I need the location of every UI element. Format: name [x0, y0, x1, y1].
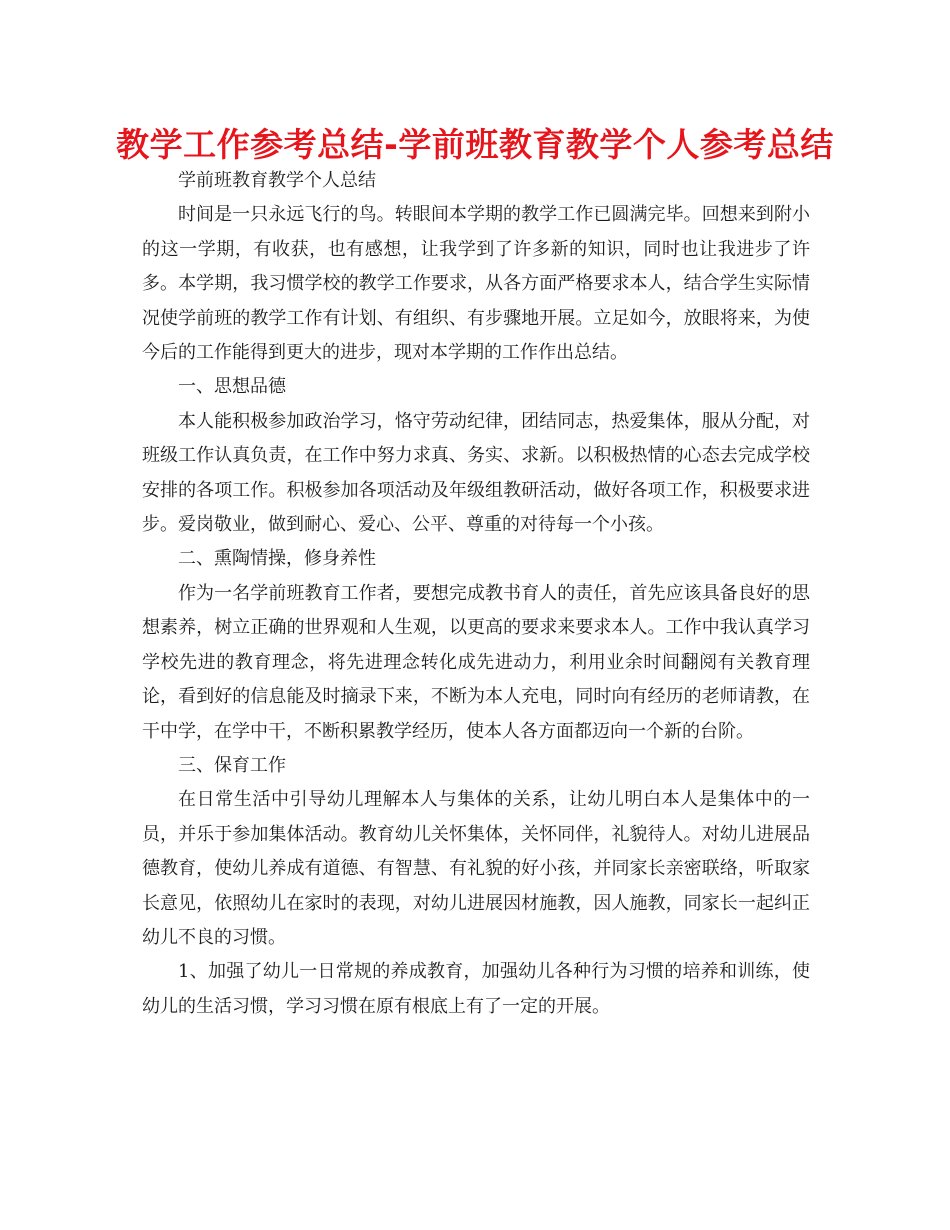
paragraph-subtitle: 学前班教育教学个人总结 — [178, 170, 376, 191]
section-heading-1: 一、思想品德 — [178, 376, 286, 398]
section-heading-2: 二、熏陶情操，修身养性 — [178, 548, 376, 570]
section-heading-3: 三、保育工作 — [178, 754, 286, 776]
paragraph-section-1: 本人能积极参加政治学习，恪守劳动纪律，团结同志，热爱集体，服从分配，对班级工作认真负责，在工作中努力求真、务实、求新。以积极热情的心态去完成学校安排的各项工作。积极参加各项活动及年级组教研活动，做好各项工作，积极要求进步。爱岗敬业，做到耐心、爱心、公平、尊重的对待每一个小孩。 — [142, 410, 810, 536]
paragraph-section-2: 作为一名学前班教育工作者，要想完成教书育人的责任，首先应该具备良好的思想素养，树立正确的世界观和人生观，以更高的要求来要求本人。工作中我认真学习学校先进的教育理念，将先进理念转化成先进动力，利用业余时间翻阅有关教育理论，看到好的信息能及时摘录下来，不断为本人充电，同时向有经历的老师请教，在干中学，在学中干，不断积累教学经历，使本人各方面都迈向一个新的台阶。 — [142, 582, 810, 742]
paragraph-item-1: 1、加强了幼儿一日常规的养成教育，加强幼儿各种行为习惯的培养和训练，使幼儿的生活习惯，学习习惯在原有根底上有了一定的开展。 — [142, 961, 810, 1017]
paragraph-section-3: 在日常生活中引导幼儿理解本人与集体的关系，让幼儿明白本人是集体中的一员，并乐于参加集体活动。教育幼儿关怀集体，关怀同伴，礼貌待人。对幼儿进展品德教育，使幼儿养成有道德、有智慧、有礼貌的好小孩，并同家长亲密联络，听取家长意见，依照幼儿在家时的表现，对幼儿进展因材施教，因人施教，同家长一起纠正幼儿不良的习惯。 — [142, 789, 810, 948]
document-title: 教学工作参考总结-学前班教育教学个人参考总结 — [116, 125, 834, 164]
paragraph-intro: 时间是一只永远飞行的鸟。转眼间本学期的教学工作已圆满完毕。回想来到附小的这一学期，有收获，也有感想，让我学到了许多新的知识，同时也让我进步了许多。本学期，我习惯学校的教学工作要求，从各方面严格要求本人，结合学生实际情况使学前班的教学工作有计划、有组织、有步骤地开展。立足如今，放眼将来，为使今后的工作能得到更大的进步，现对本学期的工作作出总结。 — [142, 204, 810, 364]
document-body — [142, 164, 810, 1024]
